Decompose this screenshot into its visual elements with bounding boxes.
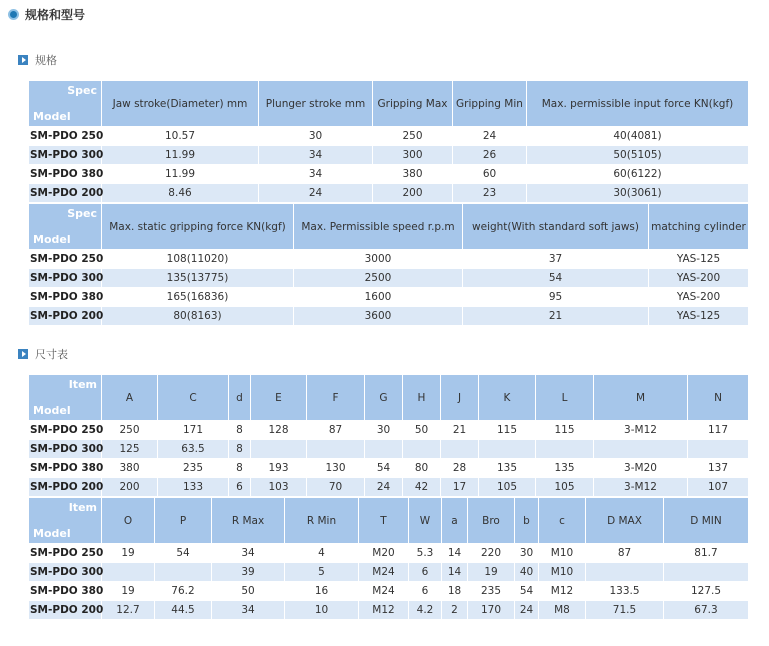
table-cell: 50(5105) — [527, 146, 749, 165]
column-header: a — [442, 498, 468, 544]
table-cell: 50 — [403, 421, 441, 440]
table-cell: 6 — [409, 563, 442, 582]
table-cell: 193 — [251, 459, 307, 478]
table-cell: 12.7 — [102, 601, 155, 620]
table-cell: M12 — [359, 601, 409, 620]
table-cell: 380 — [373, 165, 453, 184]
column-header: D MIN — [664, 498, 749, 544]
table-cell: 63.5 — [158, 440, 229, 459]
table-cell — [594, 440, 688, 459]
model-cell: SM-PDO 380 — [29, 288, 102, 307]
table-row — [29, 440, 749, 459]
table-cell: 19 — [102, 582, 155, 601]
table-cell — [102, 563, 155, 582]
column-header: H — [403, 375, 441, 421]
table-cell: 19 — [102, 544, 155, 563]
table-cell: 87 — [307, 421, 365, 440]
table-cell: 44.5 — [155, 601, 212, 620]
table-cell: 50 — [212, 582, 285, 601]
column-header: Bro — [468, 498, 515, 544]
table-cell: 8 — [229, 459, 251, 478]
column-header: P — [155, 498, 212, 544]
table-cell: 170 — [468, 601, 515, 620]
table-cell: 235 — [158, 459, 229, 478]
table-row — [29, 184, 749, 203]
model-cell: SM-PDO 300 — [29, 269, 102, 288]
item-header-cell — [29, 375, 102, 421]
table-cell: 11.99 — [102, 165, 259, 184]
model-cell: SM-PDO 200 — [29, 184, 102, 203]
column-header: Jaw stroke(Diameter) mm — [102, 81, 259, 127]
table-cell: 6 — [229, 478, 251, 497]
spec-table-1 — [28, 80, 749, 203]
table-cell: 24 — [515, 601, 539, 620]
model-cell: SM-PDO 380 — [29, 165, 102, 184]
table-cell: 250 — [373, 127, 453, 146]
table-cell: M20 — [359, 544, 409, 563]
page-title: 规格和型号 — [25, 7, 86, 22]
column-header: K — [479, 375, 536, 421]
table-cell: 19 — [468, 563, 515, 582]
spec-header-cell — [29, 81, 102, 127]
item-header-top: Item — [68, 378, 97, 391]
table-row — [29, 165, 749, 184]
table-cell: 34 — [259, 146, 373, 165]
column-header: L — [536, 375, 594, 421]
column-header: A — [102, 375, 158, 421]
spec-header-bottom: Model — [33, 233, 71, 246]
table-cell: 95 — [463, 288, 649, 307]
model-cell: SM-PDO 380 — [29, 582, 102, 601]
spec-header-cell — [29, 204, 102, 250]
item-header-cell — [29, 498, 102, 544]
table-cell: 107 — [688, 478, 749, 497]
table-cell: 40 — [515, 563, 539, 582]
table-cell: 80 — [403, 459, 441, 478]
table-row — [29, 544, 749, 563]
table-cell: 135(13775) — [102, 269, 294, 288]
table-cell: 5 — [285, 563, 359, 582]
column-header: c — [539, 498, 586, 544]
table-cell: 220 — [468, 544, 515, 563]
table-cell: 34 — [212, 544, 285, 563]
bullet-circle-icon — [8, 9, 19, 20]
table-cell: 105 — [536, 478, 594, 497]
model-cell: SM-PDO 250 — [29, 421, 102, 440]
table-row — [29, 250, 749, 269]
column-header: Max. permissible input force KN(kgf) — [527, 81, 749, 127]
table-cell: 54 — [155, 544, 212, 563]
table-cell: 21 — [441, 421, 479, 440]
column-header: Max. Permissible speed r.p.m — [294, 204, 463, 250]
table-cell: 115 — [536, 421, 594, 440]
model-cell: SM-PDO 200 — [29, 478, 102, 497]
table-cell: 16 — [285, 582, 359, 601]
table-cell: 40(4081) — [527, 127, 749, 146]
model-cell: SM-PDO 300 — [29, 146, 102, 165]
model-cell: SM-PDO 250 — [29, 250, 102, 269]
table-cell — [536, 440, 594, 459]
table-cell: 117 — [688, 421, 749, 440]
table-row — [29, 421, 749, 440]
table-cell: 30 — [365, 421, 403, 440]
table-cell: 18 — [442, 582, 468, 601]
table-cell: 137 — [688, 459, 749, 478]
column-header: F — [307, 375, 365, 421]
table-cell: 76.2 — [155, 582, 212, 601]
column-header: R Min — [285, 498, 359, 544]
table-cell: M10 — [539, 544, 586, 563]
column-header: C — [158, 375, 229, 421]
table-cell: 17 — [441, 478, 479, 497]
table-cell: 130 — [307, 459, 365, 478]
table-cell: 54 — [463, 269, 649, 288]
table-cell: 28 — [441, 459, 479, 478]
table-cell: 3000 — [294, 250, 463, 269]
table-cell — [251, 440, 307, 459]
spec-table-2 — [28, 203, 749, 326]
table-cell — [365, 440, 403, 459]
table-cell: 34 — [259, 165, 373, 184]
page-title-bar — [8, 6, 85, 22]
table-row — [29, 288, 749, 307]
table-cell: 71.5 — [586, 601, 664, 620]
item-header-bottom: Model — [33, 404, 71, 417]
column-header: J — [441, 375, 479, 421]
table-cell: 81.7 — [664, 544, 749, 563]
table-cell: 26 — [453, 146, 527, 165]
table-cell: 105 — [479, 478, 536, 497]
section-title-dimensions: 尺寸表 — [35, 348, 68, 361]
table-cell: 235 — [468, 582, 515, 601]
table-cell: 171 — [158, 421, 229, 440]
table-cell: M10 — [539, 563, 586, 582]
column-header: E — [251, 375, 307, 421]
table-cell: 11.99 — [102, 146, 259, 165]
model-cell: SM-PDO 300 — [29, 563, 102, 582]
arrow-right-icon — [18, 349, 28, 359]
table-cell: 2 — [442, 601, 468, 620]
table-row — [29, 478, 749, 497]
table-cell: YAS-200 — [649, 288, 749, 307]
table-cell: 200 — [373, 184, 453, 203]
table-cell — [441, 440, 479, 459]
dimension-table-1 — [28, 374, 749, 497]
table-cell: 87 — [586, 544, 664, 563]
table-cell: 30(3061) — [527, 184, 749, 203]
column-header: d — [229, 375, 251, 421]
table-cell: 6 — [409, 582, 442, 601]
table-cell: 70 — [307, 478, 365, 497]
table-cell: 10 — [285, 601, 359, 620]
table-cell: 54 — [515, 582, 539, 601]
dimension-table-2 — [28, 497, 749, 620]
table-cell: 14 — [442, 544, 468, 563]
table-cell: 24 — [453, 127, 527, 146]
table-cell — [586, 563, 664, 582]
table-cell: 128 — [251, 421, 307, 440]
column-header: O — [102, 498, 155, 544]
table-cell: 125 — [102, 440, 158, 459]
table-cell: 133.5 — [586, 582, 664, 601]
table-cell: 380 — [102, 459, 158, 478]
table-cell: 165(16836) — [102, 288, 294, 307]
table-cell: 10.57 — [102, 127, 259, 146]
model-cell: SM-PDO 250 — [29, 544, 102, 563]
table-cell: 60(6122) — [527, 165, 749, 184]
model-cell: SM-PDO 200 — [29, 307, 102, 326]
column-header: R Max — [212, 498, 285, 544]
section-heading-spec — [18, 53, 57, 67]
table-cell: 24 — [365, 478, 403, 497]
table-cell: M24 — [359, 582, 409, 601]
column-header: T — [359, 498, 409, 544]
table-cell: 80(8163) — [102, 307, 294, 326]
table-cell — [307, 440, 365, 459]
table-cell — [479, 440, 536, 459]
table-cell: 14 — [442, 563, 468, 582]
table-cell: 1600 — [294, 288, 463, 307]
table-cell: YAS-125 — [649, 307, 749, 326]
section-title-spec: 规格 — [35, 54, 57, 67]
table-row — [29, 563, 749, 582]
model-cell: SM-PDO 380 — [29, 459, 102, 478]
table-cell: 39 — [212, 563, 285, 582]
table-cell: M8 — [539, 601, 586, 620]
table-cell — [403, 440, 441, 459]
arrow-right-icon — [18, 55, 28, 65]
spec-header-bottom: Model — [33, 110, 71, 123]
table-cell: 4 — [285, 544, 359, 563]
model-cell: SM-PDO 250 — [29, 127, 102, 146]
model-cell: SM-PDO 200 — [29, 601, 102, 620]
table-cell: 250 — [102, 421, 158, 440]
table-cell: 2500 — [294, 269, 463, 288]
table-cell: 200 — [102, 478, 158, 497]
table-cell: 103 — [251, 478, 307, 497]
table-row — [29, 582, 749, 601]
column-header: Plunger stroke mm — [259, 81, 373, 127]
table-cell: YAS-125 — [649, 250, 749, 269]
column-header: Max. static gripping force KN(kgf) — [102, 204, 294, 250]
table-cell: 60 — [453, 165, 527, 184]
item-header-bottom: Model — [33, 527, 71, 540]
section-heading-dimensions — [18, 347, 68, 361]
table-cell: 24 — [259, 184, 373, 203]
table-cell: 67.3 — [664, 601, 749, 620]
table-cell: 3-M12 — [594, 478, 688, 497]
column-header: weight(With standard soft jaws) — [463, 204, 649, 250]
column-header: M — [594, 375, 688, 421]
table-cell: 21 — [463, 307, 649, 326]
table-cell: 23 — [453, 184, 527, 203]
table-cell: 127.5 — [664, 582, 749, 601]
column-header: matching cylinder — [649, 204, 749, 250]
table-cell: 54 — [365, 459, 403, 478]
table-cell — [688, 440, 749, 459]
table-cell: YAS-200 — [649, 269, 749, 288]
column-header: b — [515, 498, 539, 544]
table-cell: 42 — [403, 478, 441, 497]
spec-header-top: Spec — [67, 84, 97, 97]
table-row — [29, 146, 749, 165]
table-cell: M24 — [359, 563, 409, 582]
table-row — [29, 269, 749, 288]
table-cell: 300 — [373, 146, 453, 165]
table-row — [29, 307, 749, 326]
table-cell: 8 — [229, 421, 251, 440]
table-cell: 8 — [229, 440, 251, 459]
table-cell: 30 — [259, 127, 373, 146]
column-header: N — [688, 375, 749, 421]
table-cell: 3-M12 — [594, 421, 688, 440]
spec-header-top: Spec — [67, 207, 97, 220]
table-row — [29, 459, 749, 478]
model-cell: SM-PDO 300 — [29, 440, 102, 459]
table-cell: 37 — [463, 250, 649, 269]
column-header: Gripping Min — [453, 81, 527, 127]
column-header: Gripping Max — [373, 81, 453, 127]
table-cell: 8.46 — [102, 184, 259, 203]
table-cell: 5.3 — [409, 544, 442, 563]
item-header-top: Item — [68, 501, 97, 514]
table-cell: 30 — [515, 544, 539, 563]
table-row — [29, 127, 749, 146]
table-cell: 3600 — [294, 307, 463, 326]
column-header: W — [409, 498, 442, 544]
table-cell — [155, 563, 212, 582]
table-row — [29, 601, 749, 620]
column-header: D MAX — [586, 498, 664, 544]
table-cell: 133 — [158, 478, 229, 497]
table-cell: 4.2 — [409, 601, 442, 620]
table-cell: 135 — [536, 459, 594, 478]
table-cell: 135 — [479, 459, 536, 478]
table-cell: 34 — [212, 601, 285, 620]
table-cell: 3-M20 — [594, 459, 688, 478]
table-cell: 115 — [479, 421, 536, 440]
table-cell: M12 — [539, 582, 586, 601]
column-header: G — [365, 375, 403, 421]
table-cell — [664, 563, 749, 582]
table-cell: 108(11020) — [102, 250, 294, 269]
